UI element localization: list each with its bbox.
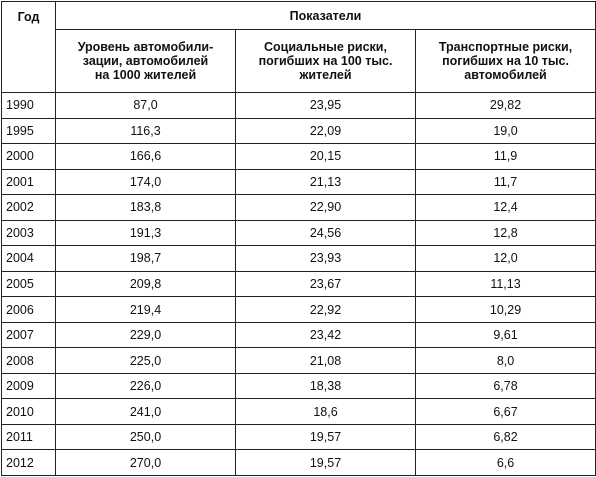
motorization-cell: 191,3: [56, 220, 236, 246]
motorization-cell: 229,0: [56, 322, 236, 348]
table-row: [2, 348, 596, 374]
transport-risk-cell: 19,0: [416, 118, 596, 144]
transport-risk-cell: 6,82: [416, 424, 596, 450]
table-row: [2, 322, 596, 348]
social-risk-cell: 23,93: [236, 246, 416, 272]
indicators-group-header: Показатели: [56, 2, 596, 30]
motorization-cell: 241,0: [56, 399, 236, 425]
social-risk-column-header: [236, 30, 416, 93]
social-risk-cell: 18,6: [236, 399, 416, 425]
table-row: [2, 399, 596, 425]
motorization-cell: 183,8: [56, 195, 236, 221]
social-risk-cell: 20,15: [236, 144, 416, 170]
motorization-cell: 174,0: [56, 169, 236, 195]
table-row: [2, 169, 596, 195]
table-row: [2, 424, 596, 450]
table-row: [2, 220, 596, 246]
motorization-cell: 87,0: [56, 93, 236, 119]
year-cell: 2000: [2, 144, 56, 170]
social-risk-cell: 18,38: [236, 373, 416, 399]
year-cell: 2004: [2, 246, 56, 272]
year-cell: 1990: [2, 93, 56, 119]
motorization-cell: 270,0: [56, 450, 236, 476]
table-body: [2, 93, 596, 476]
year-cell: 1995: [2, 118, 56, 144]
table-row: [2, 118, 596, 144]
transport-risk-cell: 6,78: [416, 373, 596, 399]
transport-risk-column-label: Транспортные риски, погибших на 10 тыс. автомобилей: [438, 40, 573, 82]
social-risk-cell: 19,57: [236, 424, 416, 450]
year-cell: 2007: [2, 322, 56, 348]
social-risk-cell: 19,57: [236, 450, 416, 476]
transport-risk-cell: 11,9: [416, 144, 596, 170]
year-cell: 2005: [2, 271, 56, 297]
social-risk-cell: 21,13: [236, 169, 416, 195]
year-cell: 2010: [2, 399, 56, 425]
motorization-cell: 225,0: [56, 348, 236, 374]
transport-risk-cell: 12,8: [416, 220, 596, 246]
social-risk-cell: 23,42: [236, 322, 416, 348]
table-row: [2, 93, 596, 119]
transport-risk-cell: 6,6: [416, 450, 596, 476]
social-risk-column-label: Социальные риски, погибших на 100 тыс. жителей: [258, 40, 393, 82]
motorization-column-label: Уровень автомобили- зации, автомобилей на 1000 жителей: [77, 40, 214, 82]
transport-risk-cell: 29,82: [416, 93, 596, 119]
table-row: [2, 450, 596, 476]
year-column-header: Год: [2, 2, 56, 93]
table-row: [2, 373, 596, 399]
motorization-cell: 226,0: [56, 373, 236, 399]
year-cell: 2006: [2, 297, 56, 323]
table-row: [2, 246, 596, 272]
transport-risk-cell: 12,0: [416, 246, 596, 272]
motorization-cell: 219,4: [56, 297, 236, 323]
statistics-table: [1, 1, 596, 476]
social-risk-cell: 21,08: [236, 348, 416, 374]
motorization-column-header: [56, 30, 236, 93]
year-cell: 2002: [2, 195, 56, 221]
transport-risk-cell: 12,4: [416, 195, 596, 221]
transport-risk-cell: 11,13: [416, 271, 596, 297]
transport-risk-cell: 11,7: [416, 169, 596, 195]
transport-risk-cell: 8,0: [416, 348, 596, 374]
table-row: [2, 297, 596, 323]
motorization-cell: 116,3: [56, 118, 236, 144]
table-row: [2, 195, 596, 221]
table-row: [2, 144, 596, 170]
table-row: [2, 271, 596, 297]
social-risk-cell: 24,56: [236, 220, 416, 246]
social-risk-cell: 22,90: [236, 195, 416, 221]
motorization-cell: 209,8: [56, 271, 236, 297]
year-cell: 2001: [2, 169, 56, 195]
motorization-cell: 198,7: [56, 246, 236, 272]
transport-risk-cell: 10,29: [416, 297, 596, 323]
year-cell: 2008: [2, 348, 56, 374]
social-risk-cell: 23,67: [236, 271, 416, 297]
social-risk-cell: 23,95: [236, 93, 416, 119]
year-cell: 2009: [2, 373, 56, 399]
social-risk-cell: 22,09: [236, 118, 416, 144]
year-cell: 2012: [2, 450, 56, 476]
year-cell: 2011: [2, 424, 56, 450]
transport-risk-cell: 6,67: [416, 399, 596, 425]
transport-risk-column-header: [416, 30, 596, 93]
motorization-cell: 250,0: [56, 424, 236, 450]
social-risk-cell: 22,92: [236, 297, 416, 323]
transport-risk-cell: 9,61: [416, 322, 596, 348]
year-cell: 2003: [2, 220, 56, 246]
motorization-cell: 166,6: [56, 144, 236, 170]
